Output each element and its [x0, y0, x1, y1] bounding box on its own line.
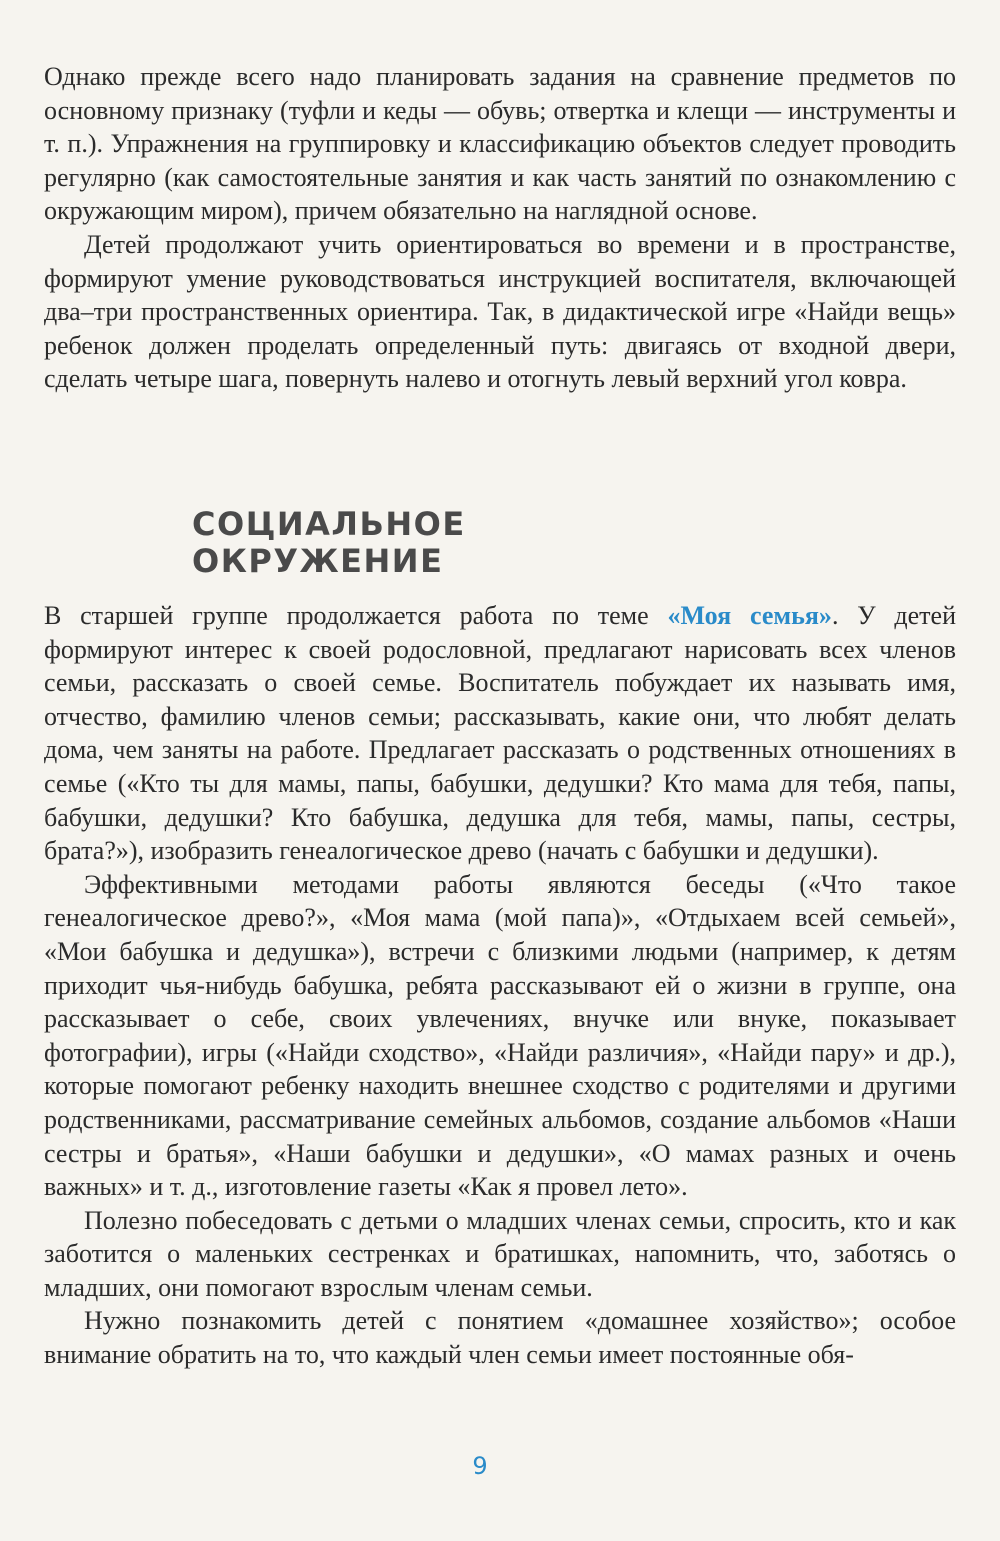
paragraph: Эффективными методами работы являются беседы («Что такое генеалогическое древо?», «Моя мама (мой папа)», «Отдыхаем всей семьей», «Мои бабушка и дедушка»), встречи с близкими людьми (например, к детям приходит чья-нибудь бабушка, ребята рассказывают ей о жизни в группе, она рассказывает о себе, своих увлечениях, внучке или внуке, показывает фотографии), игры («Найди сходство», «Найди различия», «Найди пару» и др.), которые помогают ребенку находить внешнее сходство с родителями и другими родственниками, рассматривание семейных альбомов, создание альбомов «Наши сестры и братья», «Наши бабушки и дедушки», «О мамах разных и очень важных» и т. д., изготовление газеты «Как я провел лето».	[44, 869, 956, 1202]
paragraph: Полезно побеседовать с детьми о младших членах семьи, спросить, кто и как заботится о маленьких сестренках и братишках, напомнить, что, заботясь о младших, они помогают взрослым членам семьи.	[44, 1205, 956, 1302]
page-number: 9	[472, 1452, 488, 1480]
topic-highlight: «Моя семья»	[667, 601, 832, 630]
intro-paragraph	[44, 599, 956, 868]
paragraph: Детей продолжают учить ориентироваться во времени и в пространстве, формируют умение руководствоваться инструкцией воспитателя, включающей два–три пространственных ориентира. Так, в дидактической игре «Найди вещь» ребенок должен проделать определенный путь: двигаясь от входной двери, сделать четыре шага, повернуть налево и отогнуть левый верхний угол ковра.	[44, 229, 956, 394]
intro-text-start: В старшей группе продолжается работа по теме	[44, 601, 668, 630]
paragraph: Однако прежде всего надо планировать задания на сравнение предметов по основному признаку (туфли и кеды — обувь; отвертка и клещи — инструменты и т. п.). Упражнения на группировку и классификацию объектов следует проводить регулярно (как самостоятельные занятия и как часть занятий по ознакомлению с окружающим миром), причем обязательно на наглядной основе.	[44, 62, 956, 226]
intro-text-end: . У детей формируют интерес к своей родословной, предлагают нарисовать всех членов семьи, рассказать о своей семье. Воспитатель побуждает их называть имя, отчество, фамилию членов семьи; рассказывать, какие они, что любят делать дома, чем заняты на работе. Предлагает рассказать о родственных отношениях в семье («Кто ты для мамы, папы, бабушки, дедушки? Кто мама для тебя, папы, бабушки, дедушки? Кто бабушка, дедушка для тебя, мамы, папы, сестры, брата?»), изобразить генеалогическое древо (начать с бабушки и дедушки).	[44, 601, 956, 866]
section-heading	[192, 506, 466, 580]
top-text-block	[44, 60, 956, 396]
section-heading-line-2: ОКРУЖЕНИЕ	[192, 542, 444, 580]
paragraph: Нужно познакомить детей с понятием «домашнее хозяйство»; особое внимание обратить на то, что каждый член семьи имеет постоянные обя-	[44, 1306, 956, 1370]
main-text-block	[44, 599, 956, 1372]
section-heading-line-1: СОЦИАЛЬНОЕ	[192, 505, 466, 543]
